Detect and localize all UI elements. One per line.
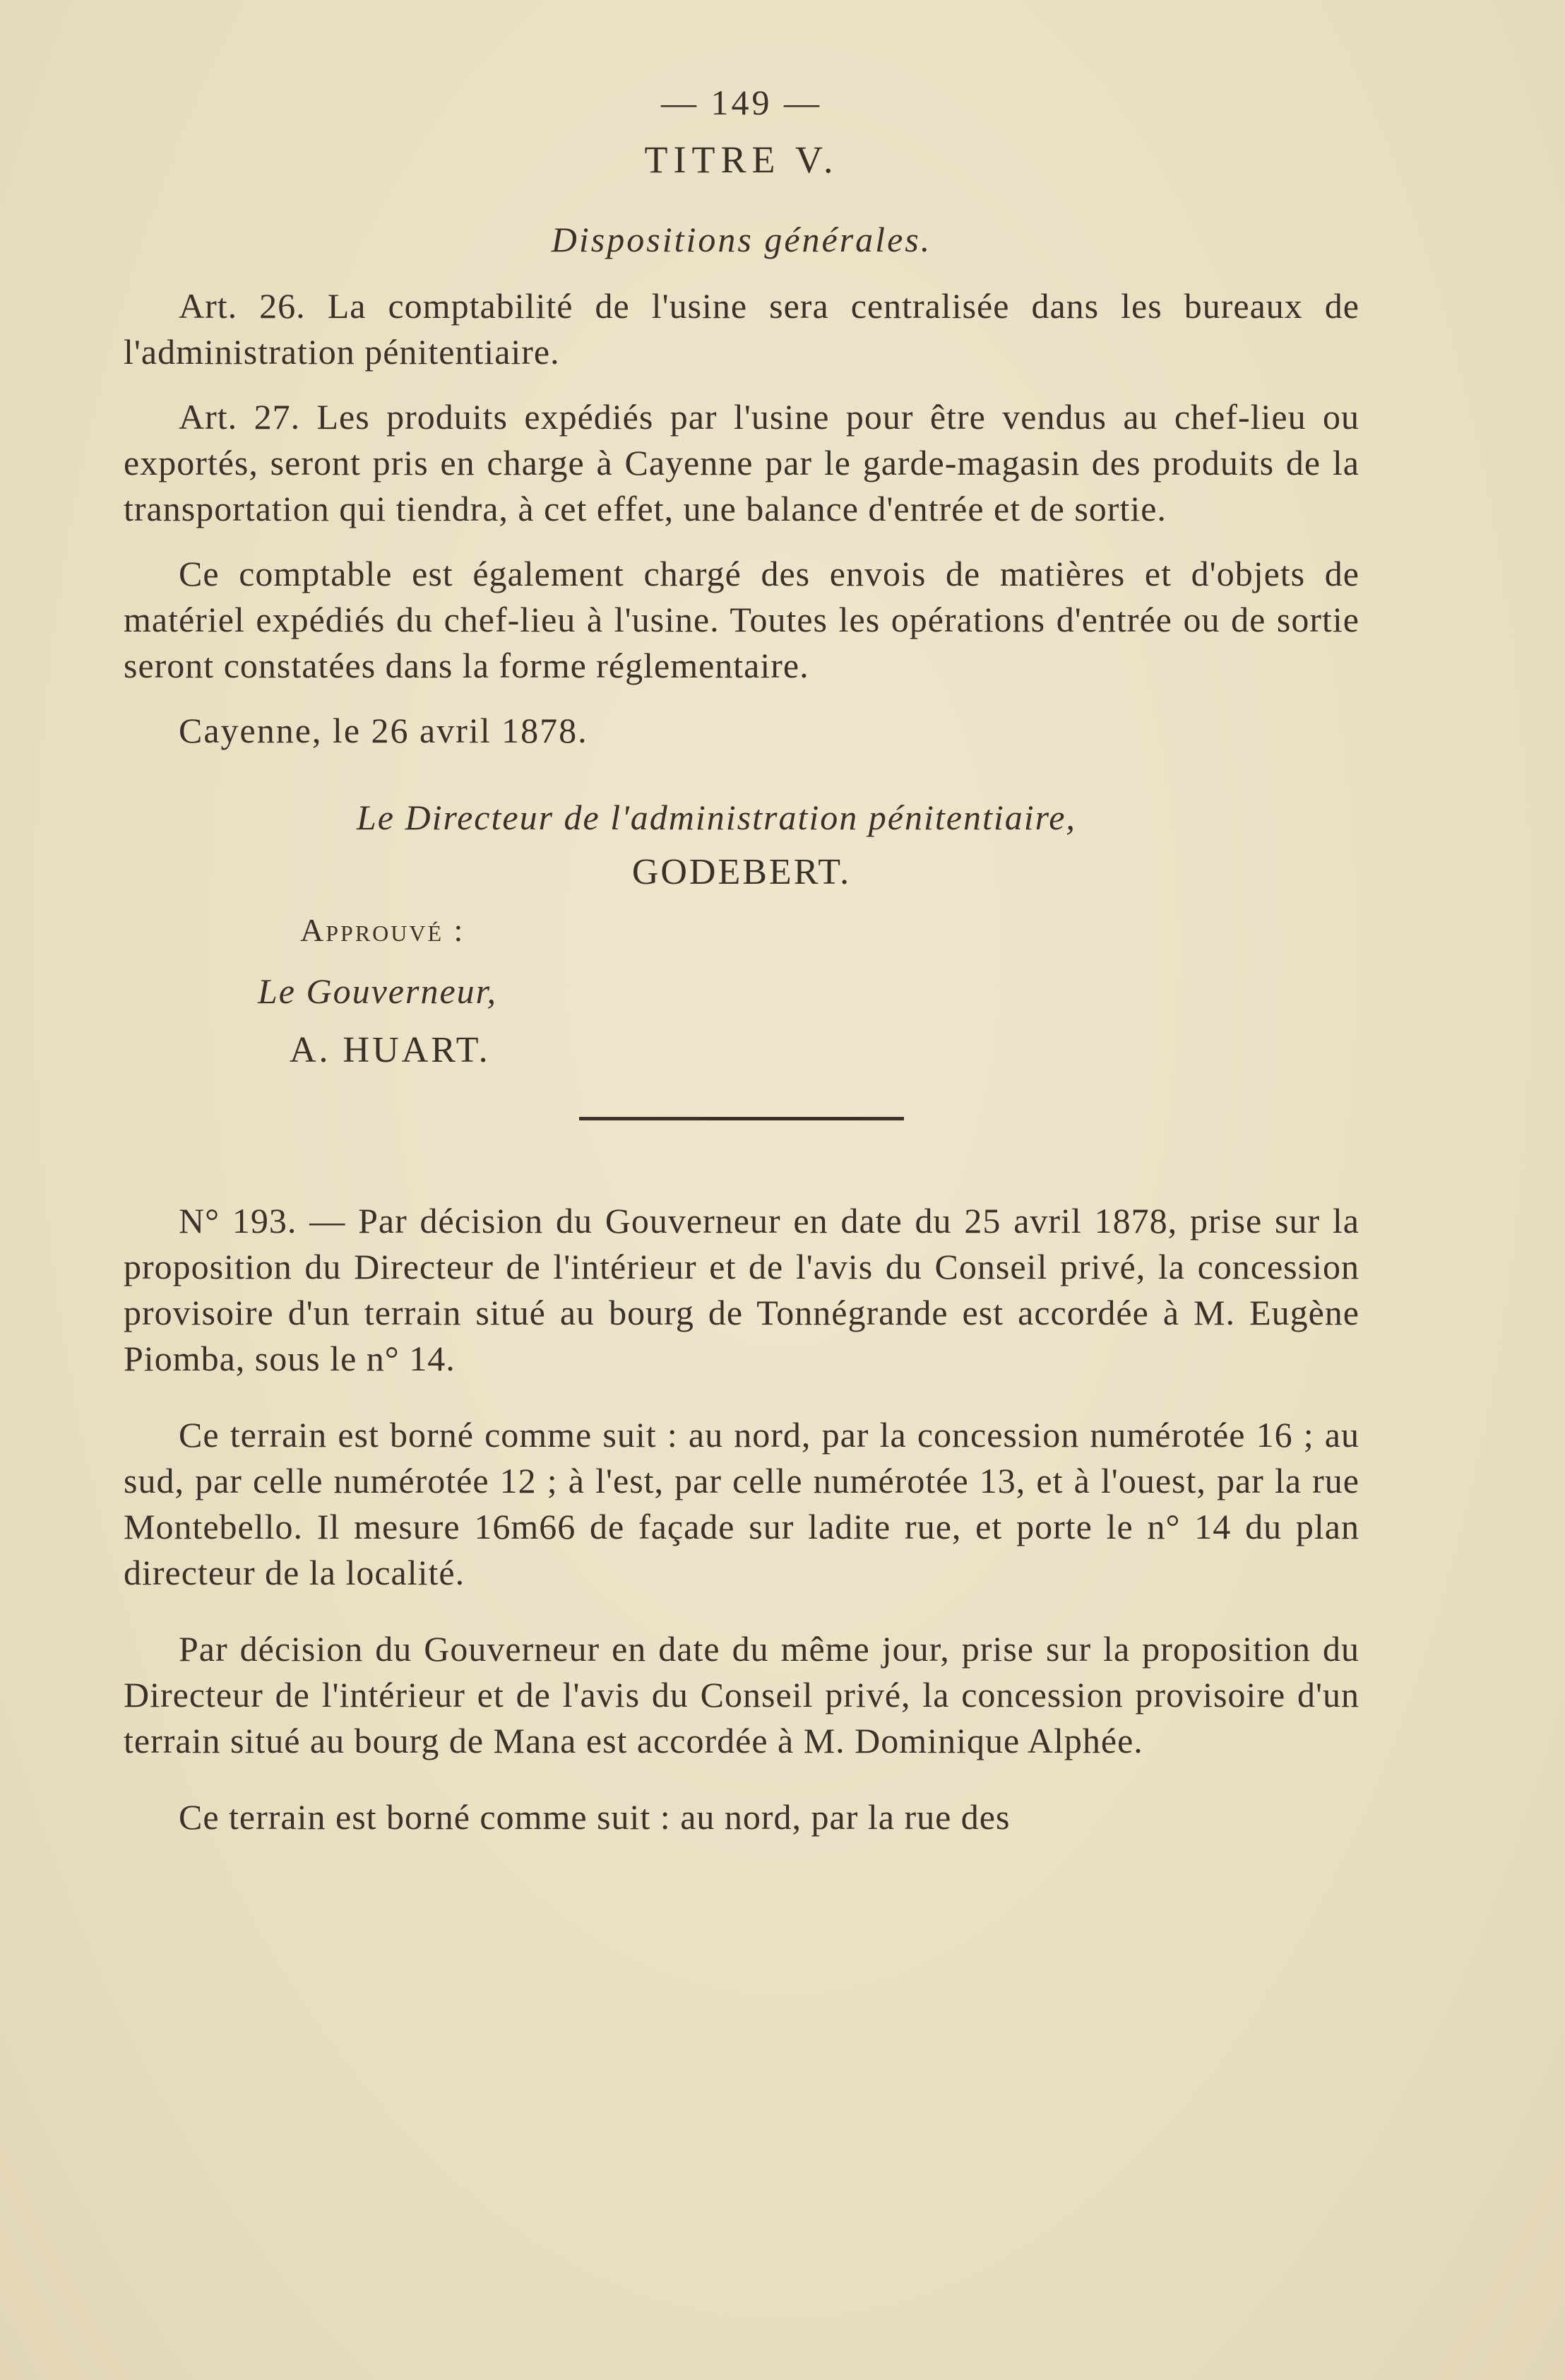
page-number: — 149 —: [661, 83, 822, 122]
decision-mana-paragraph: Par décision du Gouverneur en date du même jour, prise sur la proposition du Directeur de l'intérieur et de l'avis du Conseil privé, la concession provisoire d'un terrain situé au bourg de Mana est accordée à M. Dominique Alphée.: [124, 1629, 1359, 1760]
comptable-paragraph: Ce comptable est également chargé des envois de matières et d'objets de matériel expédiés du chef-lieu à l'usine. Toutes les opérations d'entrée ou de sortie seront constatées dans la forme réglementaire.: [124, 554, 1359, 685]
governor-name: A. HUART.: [290, 1030, 491, 1070]
section-title: TITRE V.: [644, 138, 839, 181]
director-name: GODEBERT.: [631, 852, 852, 892]
general-provisions: [124, 283, 1359, 754]
article-27: Art. 27. Les produits expédiés par l'usine pour être vendus au chef-lieu ou exportés, seront pris en charge à Cayenne par le garde-magasin des produits de la transportation qui tiendra, à cet effet, une balance d'entrée et de sortie.: [124, 397, 1359, 528]
date-line: Cayenne, le 26 avril 1878.: [179, 711, 588, 750]
section-subtitle: Dispositions générales.: [551, 220, 932, 259]
decision-193-paragraph: N° 193. — Par décision du Gouverneur en date du 25 avril 1878, prise sur la proposition du Directeur de l'intérieur et de l'avis du Conseil privé, la concession provisoire d'un terrain situé au bourg de Tonnégrande est accordée à M. Eugène Piomba, sous le n° 14.: [124, 1201, 1359, 1378]
separator-rule: [579, 1117, 904, 1120]
terrain-1-boundaries: Ce terrain est borné comme suit : au nord, par la concession numérotée 16 ; au sud, par celle numérotée 12 ; à l'est, par celle numérotée 13, et à l'ouest, par la rue Montebello. Il mesure 16m66 de façade sur ladite rue, et porte le n° 14 du plan directeur de la localité.: [124, 1415, 1359, 1592]
article-26: Art. 26. La comptabilité de l'usine sera centralisée dans les bureaux de l'administration pénitentiaire.: [124, 286, 1359, 372]
decision-193: [124, 1198, 1359, 1840]
document-page: [124, 81, 1359, 1871]
approved-label: Approuvé :: [300, 912, 465, 948]
terrain-2-boundaries: Ce terrain est borné comme suit : au nord, par la rue des: [179, 1797, 1011, 1837]
director-title: Le Directeur de l'administration pénitentiaire,: [357, 798, 1076, 837]
governor-title: Le Gouverneur,: [258, 971, 498, 1011]
